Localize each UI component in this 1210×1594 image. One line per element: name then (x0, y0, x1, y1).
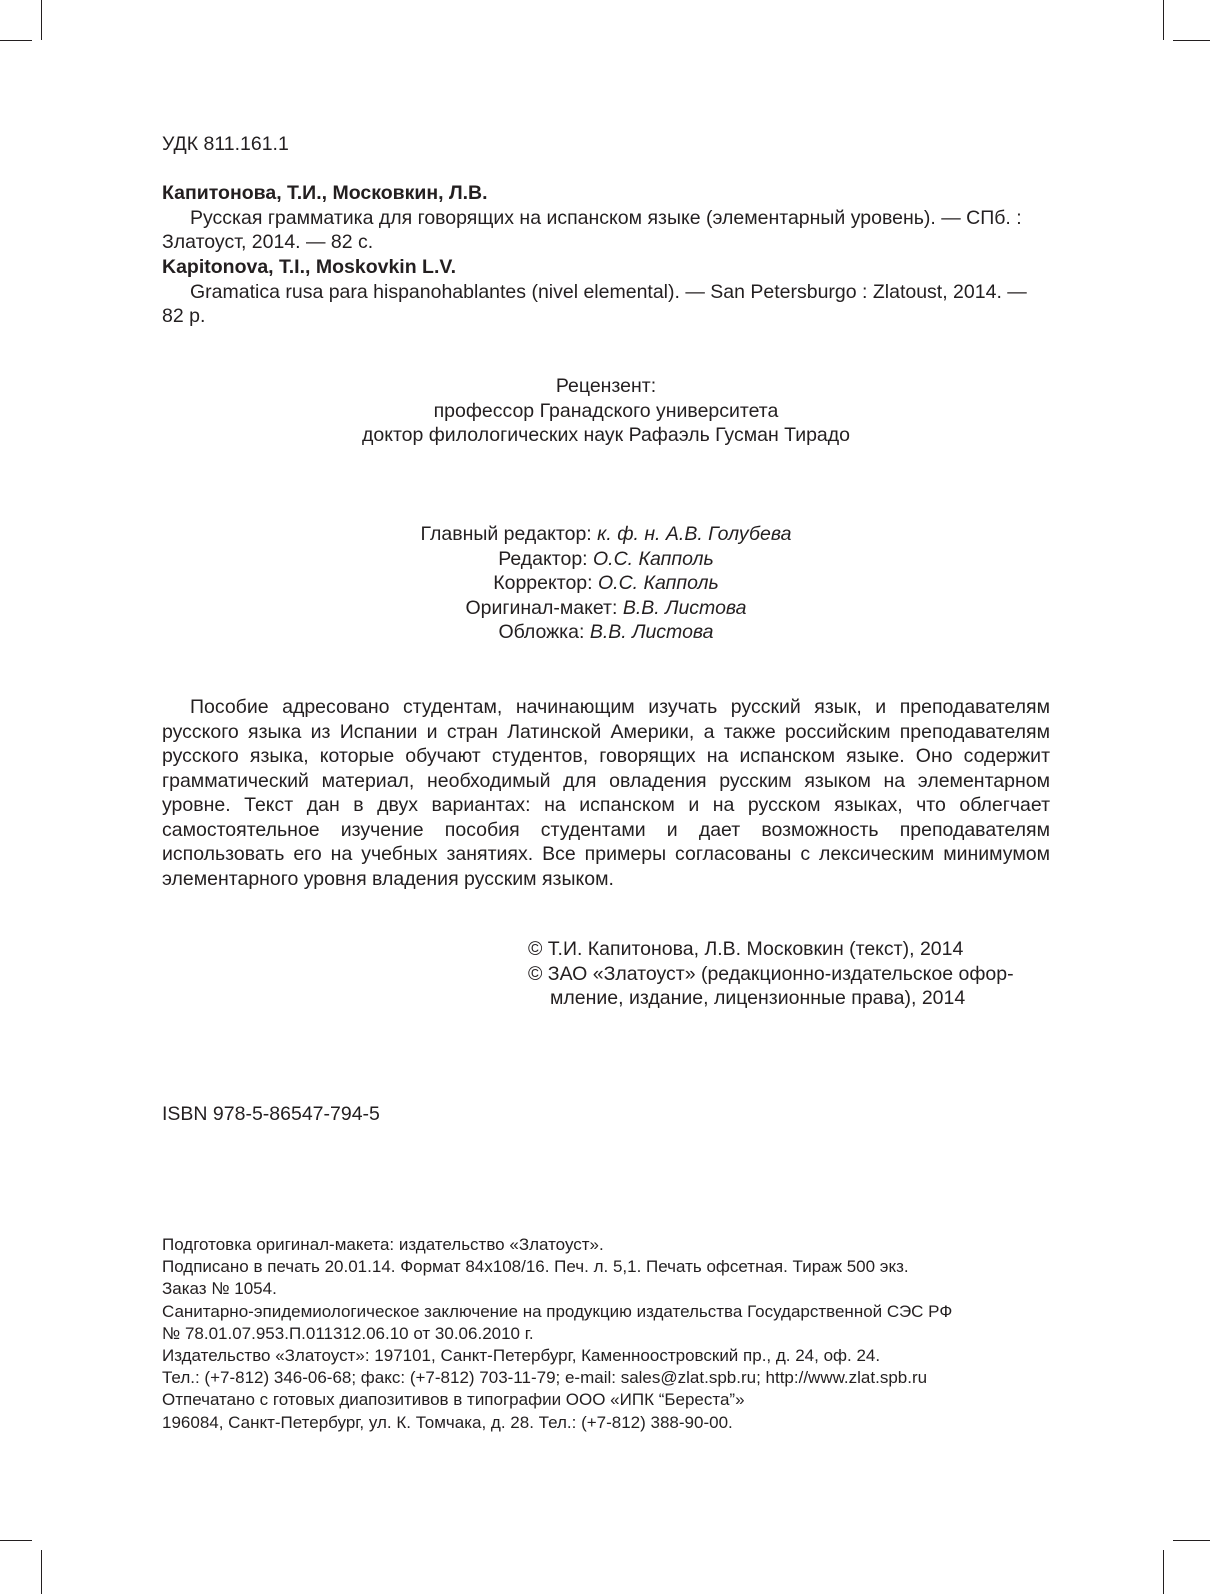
imprint-line: № 78.01.07.953.П.011312.06.10 от 30.06.2010 г. (162, 1323, 534, 1343)
crop-mark (41, 1550, 42, 1594)
crop-mark (1173, 1540, 1210, 1541)
crop-mark (41, 0, 42, 40)
credit-line (162, 547, 1050, 572)
imprint-line: Издательство «Златоуст»: 197101, Санкт-Петербург, Каменноостровский пр., д. 24, оф. 24. (162, 1346, 881, 1366)
reviewer-line: доктор филологических наук Рафаэль Гусман Тирадо (361, 424, 851, 446)
credit-name: к. ф. н. А.В. Голубева (597, 523, 792, 545)
udk-code: УДК 811.161.1 (162, 133, 289, 155)
imprint-line: 196084, Санкт-Петербург, ул. К. Томчака, д. 28. Тел.: (+7-812) 388-90-00. (162, 1412, 733, 1432)
reviewer-heading: Рецензент: (555, 375, 657, 397)
credit-role: Обложка: (498, 621, 585, 643)
crop-mark (1163, 1550, 1164, 1594)
credit-line (162, 620, 1050, 645)
annotation-paragraph: Пособие адресовано студентам, начинающим изучать русский язык, и преподавателям русского языка из Испании и стран Латинской Америки, а также российским преподавателям русского языка, которые обучают студентов, говорящих на испанском языке. Оно содержит грамматический материал, необходимый для овладения русским языком на элементарном уровне. Текст дан в двух вариантах: на испанском и на русском языках, что облегчает самостоятельное изучение пособия студентами и дает возможность преподавателям использовать его на учебных занятиях. Все примеры согласованы с лексическим минимумом элементарного уровня владения русским языком. (162, 696, 1050, 890)
reviewer-block (162, 374, 1050, 448)
credit-name: В.В. Листова (589, 621, 714, 643)
copyright-line: © Т.И. Капитонова, Л.В. Московкин (текст), 2014 (528, 938, 964, 960)
imprint-line: Подготовка оригинал-макета: издательство «Златоуст». (162, 1235, 604, 1254)
imprint-line: Санитарно-эпидемиологическое заключение на продукцию издательства Государственной СЭС РФ (162, 1301, 953, 1321)
bibliographic-record-es (162, 255, 1050, 329)
bibliographic-record-ru (162, 181, 1050, 255)
authors-es: Kapitonova, T.I., Moskovkin L.V. (162, 256, 457, 278)
credit-role: Оригинал-макет: (465, 596, 618, 619)
description-es: Gramatica rusa para hispanohablantes (nivel elemental). — San Petersburgo : Zlatoust, 2014. — 82 p. (162, 280, 1027, 327)
copyright-line: мление, издание, лицензионные права), 2014 (550, 987, 966, 1009)
credit-name: О.С. Капполь (593, 547, 714, 570)
imprint-line: Отпечатано с готовых диапозитивов в типографии ООО «ИПК “Береста”» (162, 1390, 745, 1410)
imprint-line: Заказ № 1054. (162, 1279, 277, 1299)
imprint-line: Тел.: (+7-812) 346-06-68; факс: (+7-812) 703-11-79; e-mail: sales@zlat.spb.ru; http://www.zlat.spb.ru (162, 1368, 928, 1388)
crop-mark (1173, 40, 1210, 41)
credit-role: Корректор: (493, 572, 593, 594)
crop-mark (0, 1540, 32, 1541)
copyright-line: © ЗАО «Златоуст» (редакционно-издательское офор- (528, 962, 1014, 985)
description-ru: Русская грамматика для говорящих на испанском языке (элементарный уровень). — СПб. : Златоуст, 2014. — 82 с. (162, 206, 1022, 253)
credits-block (162, 522, 1050, 645)
copyright-block (528, 937, 1050, 1011)
crop-mark (0, 40, 32, 41)
credit-name: О.С. Капполь (597, 572, 719, 594)
credit-line (162, 596, 1050, 621)
authors-ru: Капитонова, Т.И., Московкин, Л.В. (162, 182, 488, 204)
credit-line (162, 571, 1050, 596)
isbn: ISBN 978-5-86547-794-5 (162, 1103, 380, 1125)
imprint-line: Подписано в печать 20.01.14. Формат 84х108/16. Печ. л. 5,1. Печать офсетная. Тираж 500 экз. (162, 1257, 909, 1277)
credit-name: В.В. Листова (622, 596, 747, 619)
imprint-block (162, 1234, 1062, 1434)
credit-role: Главный редактор: (420, 523, 592, 545)
reviewer-line: профессор Гранадского университета (433, 399, 779, 422)
credit-role: Редактор: (498, 547, 588, 570)
crop-mark (1163, 0, 1164, 40)
credit-line (162, 522, 1050, 547)
